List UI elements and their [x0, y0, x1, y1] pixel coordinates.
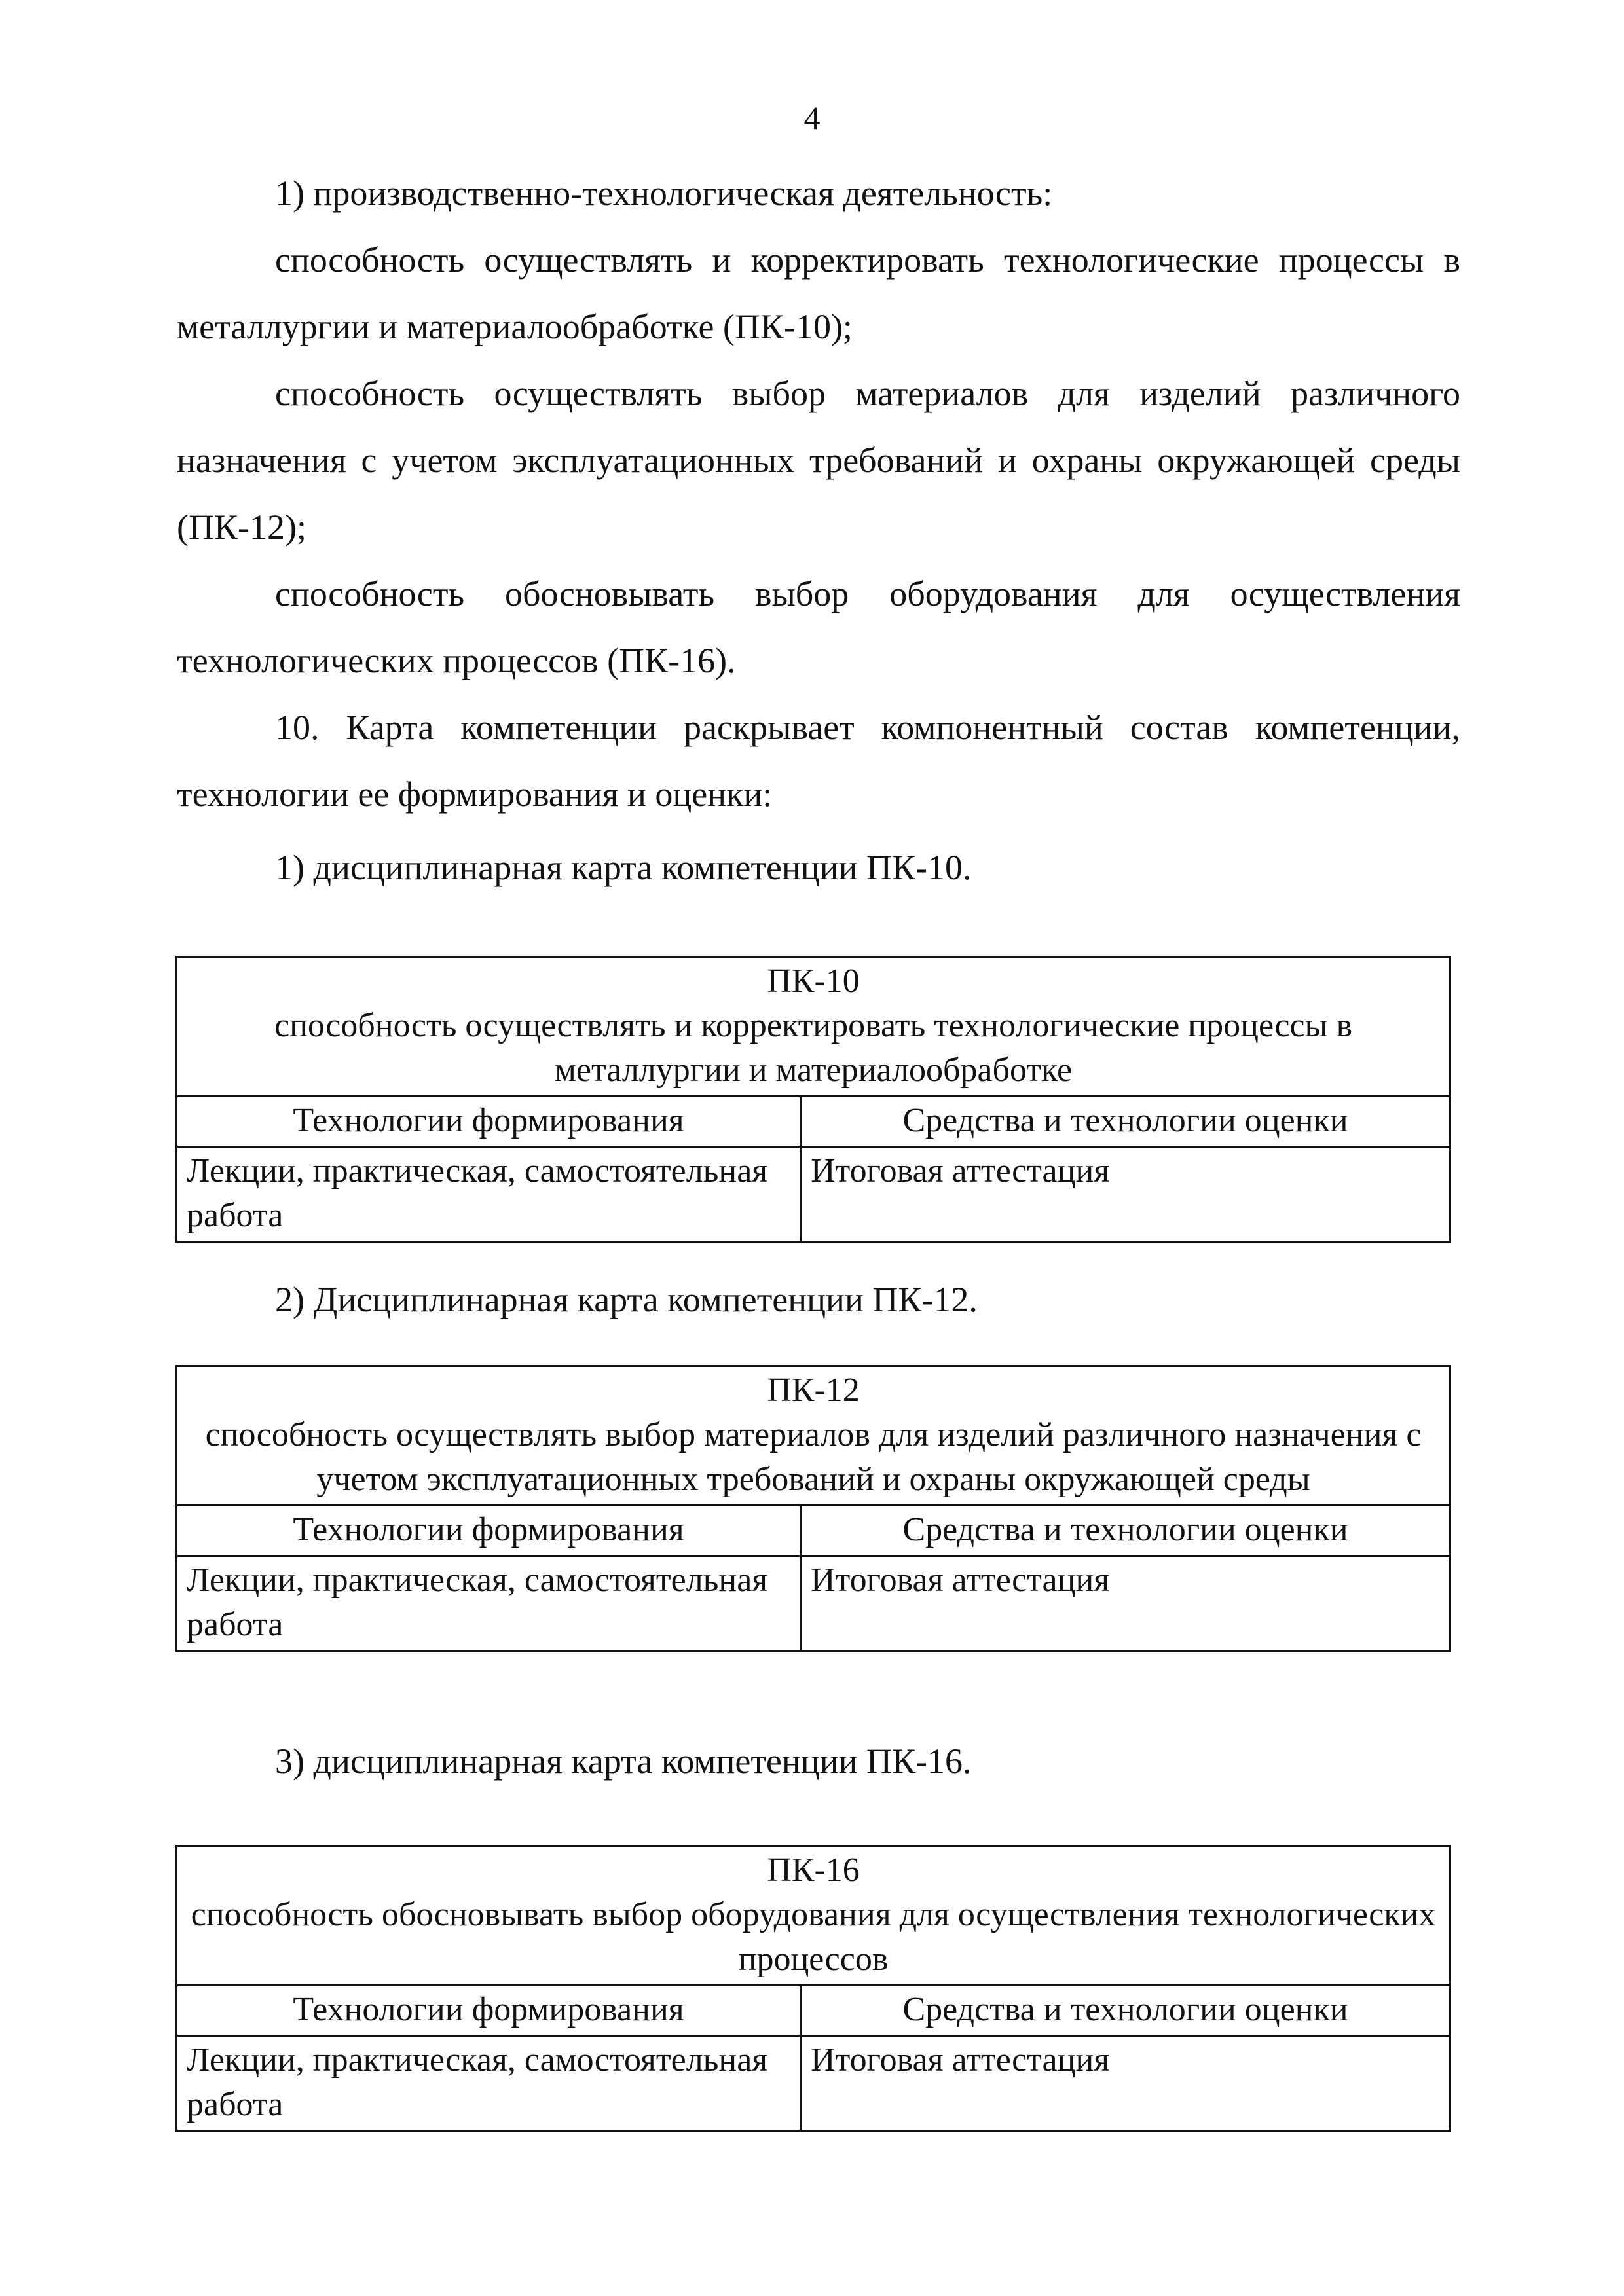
activity-type: 1) производственно-технологическая деятельность:	[275, 173, 1053, 213]
competence-pk16-text: способность обосновывать выбор оборудования для осуществления технологических процессов (ПК-16).	[177, 574, 1460, 680]
competence-pk10-text: способность осуществлять и корректировать технологические процессы в металлургии и материалообработке (ПК-10);	[177, 240, 1460, 346]
card-pk16-heading: 3) дисциплинарная карта компетенции ПК-16.	[275, 1741, 972, 1781]
page-number: 4	[803, 100, 821, 136]
assessment-value: Итоговая аттестация	[801, 1147, 1450, 1242]
column-header-formation: Технологии формирования	[177, 1097, 801, 1147]
formation-value: Лекции, практическая, самостоятельная работа	[177, 2036, 801, 2131]
assessment-value: Итоговая аттестация	[801, 2036, 1450, 2131]
competence-code: ПК-12	[767, 1372, 860, 1409]
card-pk16-title-cell	[177, 1846, 1450, 1986]
point-10-text: 10. Карта компетенции раскрывает компонентный состав компетенции, технологии ее формирования и оценки:	[177, 708, 1460, 814]
competence-description: способность осуществлять выбор материалов для изделий различного назначения с учетом эксплуатационных требований и охраны окружающей среды	[205, 1416, 1422, 1498]
assessment-value: Итоговая аттестация	[801, 1556, 1450, 1651]
competence-description: способность осуществлять и корректировать технологические процессы в металлургии и материалообработке	[274, 1007, 1352, 1089]
card-pk16-table	[175, 1845, 1451, 2132]
card-pk10-title-cell	[177, 957, 1450, 1097]
competence-code: ПК-16	[767, 1851, 860, 1889]
card-pk10-heading: 1) дисциплинарная карта компетенции ПК-10.	[275, 848, 972, 887]
card-pk12-table	[175, 1365, 1451, 1652]
card-pk12-heading: 2) Дисциплинарная карта компетенции ПК-12.	[275, 1280, 978, 1319]
card-pk12-title-cell	[177, 1366, 1450, 1506]
formation-value: Лекции, практическая, самостоятельная работа	[177, 1556, 801, 1651]
competence-code: ПК-10	[767, 962, 860, 1000]
column-header-assessment: Средства и технологии оценки	[801, 1986, 1450, 2036]
intro-text	[177, 160, 1460, 828]
column-header-formation: Технологии формирования	[177, 1506, 801, 1556]
column-header-assessment: Средства и технологии оценки	[801, 1097, 1450, 1147]
card-pk10-table	[175, 956, 1451, 1243]
formation-value: Лекции, практическая, самостоятельная работа	[177, 1147, 801, 1242]
competence-pk12-text: способность осуществлять выбор материалов для изделий различного назначения с учетом эксплуатационных требований и охраны окружающей среды (ПК-12);	[177, 374, 1460, 547]
competence-description: способность обосновывать выбор оборудования для осуществления технологических процессов	[191, 1896, 1436, 1978]
column-header-assessment: Средства и технологии оценки	[801, 1506, 1450, 1556]
column-header-formation: Технологии формирования	[177, 1986, 801, 2036]
